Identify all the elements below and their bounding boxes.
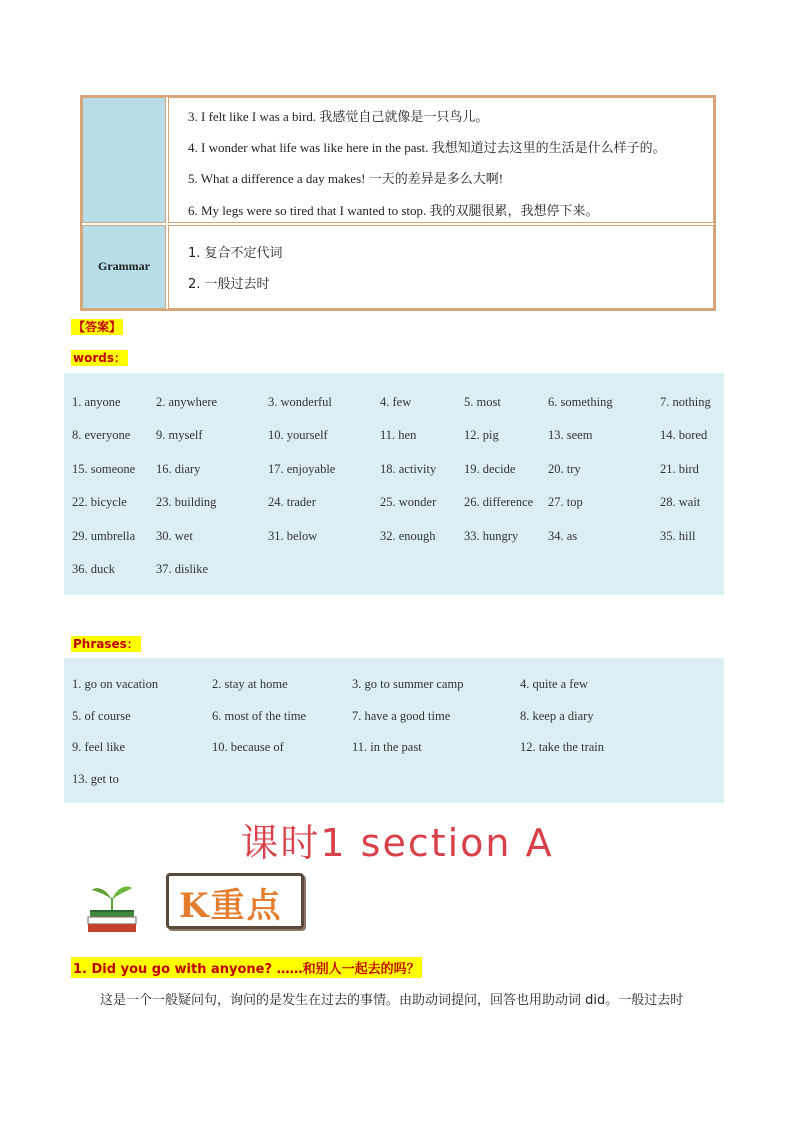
key-points-banner: K重点 [166,873,304,929]
word-item: 34. as [548,528,578,543]
word-item: 28. wait [660,495,701,510]
word-item: 1. anyone [72,395,121,409]
word-item: 4. few [380,395,412,409]
phrases-heading: Phrases： [73,637,139,651]
word-item: 18. activity [380,461,437,476]
phrase-item: 13. get to [72,771,119,786]
phrase-item: 12. take the train [520,740,604,754]
books-plant-icon [86,878,138,939]
word-item: 21. bird [660,461,699,476]
word-item: 12. pig [464,428,499,443]
sentence-5: 5. What a difference a day makes! 一天的差异是多么大啊! [188,171,504,186]
grammar-item-1: 1. 复合不定代词 [188,246,283,261]
grammar-items-cell [168,225,714,309]
phrase-item: 7. have a good time [352,708,451,723]
section-title: 课时1 section A [240,821,554,865]
sentence-4: 4. I wonder what life was like here in the past. 我想知道过去这里的生活是什么样子的。 [188,140,666,155]
word-item: 10. yourself [268,428,328,443]
word-item: 26. difference [464,495,534,510]
word-item: 13. seem [548,428,593,443]
phrase-item: 8. keep a diary [520,708,594,723]
word-item: 30. wet [156,528,193,543]
words-heading: words： [73,351,126,365]
answer-heading: 【答案】 [73,320,122,334]
phrase-item: 11. in the past [352,740,422,754]
word-item: 29. umbrella [72,528,136,543]
question-1: 1. Did you go with anyone? ……和别人一起去的吗？ [71,957,422,978]
word-item: 33. hungry [464,528,519,543]
sentence-3: 3. I felt like I was a bird. 我感觉自己就像是一只鸟儿。 [188,109,489,124]
word-item: 3. wonderful [268,395,332,409]
word-item: 37. dislike [156,562,209,576]
word-item: 24. trader [268,495,316,510]
word-item: 31. below [268,528,318,543]
phrase-item: 3. go to summer camp [352,677,464,691]
word-item: 20. try [548,461,581,476]
phrase-item: 9. feel like [72,740,126,754]
word-item: 17. enjoyable [268,461,336,476]
word-item: 32. enough [380,528,436,543]
word-item: 19. decide [464,461,516,476]
phrase-item: 2. stay at home [212,677,288,691]
phrase-item: 5. of course [72,708,131,723]
word-item: 6. something [548,395,613,409]
word-item: 27. top [548,495,583,510]
sentence-6: 6. My legs were so tired that I wanted to stop. 我的双腿很累，我想停下来。 [188,203,599,218]
word-item: 14. bored [660,428,708,443]
table-label-cell [82,97,166,223]
word-item: 35. hill [660,528,696,543]
word-item: 2. anywhere [156,395,218,409]
grammar-label: Grammar [98,259,150,273]
word-item: 23. building [156,495,217,510]
word-item: 36. duck [72,562,116,576]
phrase-item: 10. because of [212,740,284,754]
word-item: 15. someone [72,461,136,476]
word-item: 5. most [464,395,501,409]
grammar-item-2: 2. 一般过去时 [188,277,270,292]
phrase-item: 4. quite a few [520,677,589,691]
phrase-item: 1. go on vacation [72,677,159,691]
phrase-item: 6. most of the time [212,708,307,723]
word-item: 16. diary [156,461,201,476]
word-item: 11. hen [380,428,417,443]
word-item: 22. bicycle [72,495,127,510]
word-item: 8. everyone [72,428,131,443]
word-item: 25. wonder [380,495,437,510]
explanation-paragraph: 这是一个一般疑问句，询问的是发生在过去的事情。由助动词提问，回答也用助动词 did。一般过去时 [100,993,684,1008]
word-item: 9. myself [156,428,203,443]
word-item: 7. nothing [660,395,711,409]
